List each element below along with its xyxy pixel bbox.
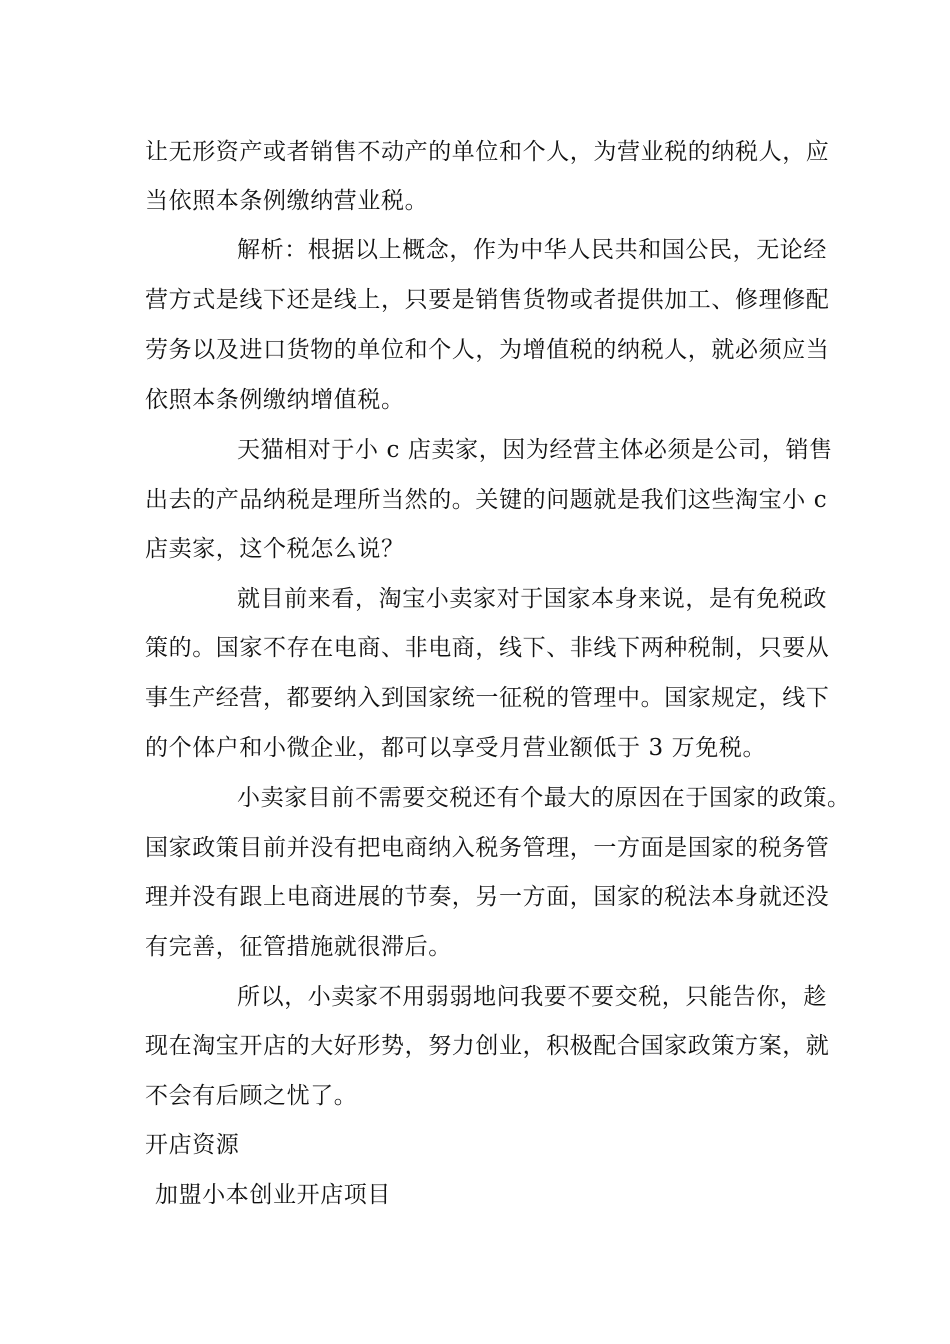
text-line: 当依照本条例缴纳营业税。 (145, 188, 429, 214)
text-line: 国家政策目前并没有把电商纳入税务管理，一方面是国家的税务管 (145, 835, 830, 861)
paragraph-start: 天猫相对于小 c 店卖家，因为经营主体必须是公司，销售 (237, 437, 833, 463)
text-line: 理并没有跟上电商进展的节奏，另一方面，国家的税法本身就还没 (145, 884, 830, 910)
paragraph-start: 解析：根据以上概念，作为中华人民共和国公民，无论经 (237, 237, 827, 263)
text-line: 出去的产品纳税是理所当然的。关键的问题就是我们这些淘宝小 c (145, 487, 828, 513)
text-line: 营方式是线下还是线上，只要是销售货物或者提供加工、修理修配 (145, 287, 830, 313)
text-line: 有完善，征管措施就很滞后。 (145, 934, 452, 960)
paragraph-start: 所以，小卖家不用弱弱地问我要不要交税，只能告你，趁 (237, 984, 827, 1010)
paragraph-start: 小卖家目前不需要交税还有个最大的原因在于国家的政策。 (237, 785, 851, 811)
text-line: 不会有后顾之忧了。 (145, 1083, 358, 1109)
text-line: 现在淘宝开店的大好形势，努力创业，积极配合国家政策方案，就 (145, 1033, 830, 1059)
text-line: 依照本条例缴纳增值税。 (145, 387, 405, 413)
text-line: 让无形资产或者销售不动产的单位和个人，为营业税的纳税人，应 (145, 139, 830, 165)
text-line: 店卖家，这个税怎么说？ (145, 536, 405, 562)
paragraph-start: 就目前来看，淘宝小卖家对于国家本身来说，是有免税政 (237, 586, 827, 612)
text-line: 的个体户和小微企业，都可以享受月营业额低于 3 万免税。 (145, 735, 767, 761)
text-line: 策的。国家不存在电商、非电商，线下、非线下两种税制，只要从 (145, 635, 830, 661)
section-title: 开店资源 (145, 1132, 240, 1158)
section-item-link[interactable]: 加盟小本创业开店项目 (155, 1182, 391, 1208)
text-line: 事生产经营，都要纳入到国家统一征税的管理中。国家规定，线下 (145, 685, 830, 711)
text-line: 劳务以及进口货物的单位和个人，为增值税的纳税人，就必须应当 (145, 337, 830, 363)
